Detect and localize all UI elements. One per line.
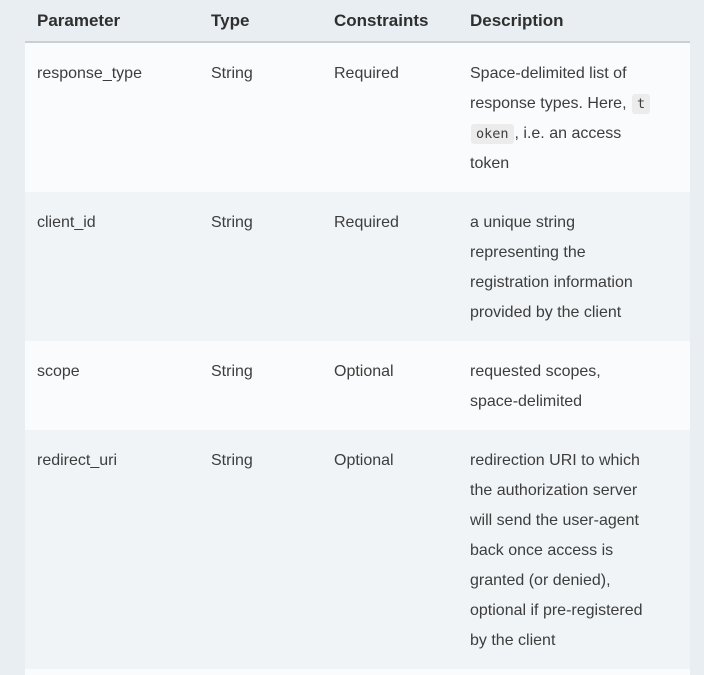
description-line: token bbox=[470, 155, 510, 172]
description-line: back once access is bbox=[470, 542, 614, 559]
description-cell bbox=[458, 341, 690, 430]
table-header-row bbox=[25, 0, 690, 43]
description-line: granted (or denied), bbox=[470, 572, 611, 589]
parameter-cell: response_type bbox=[37, 65, 142, 82]
inline-code: t bbox=[632, 94, 650, 114]
description-line: registration information bbox=[470, 274, 633, 291]
constraints-cell: Required bbox=[334, 214, 399, 231]
parameter-cell: scope bbox=[37, 363, 80, 380]
description-line: the authorization server bbox=[470, 482, 638, 499]
description-line: optional if pre-registered bbox=[470, 602, 643, 619]
column-header-constraints: Constraints bbox=[334, 10, 429, 30]
description-line: space-delimited bbox=[470, 393, 583, 410]
description-line: representing the bbox=[470, 244, 586, 261]
parameters-table bbox=[25, 0, 690, 675]
table-row bbox=[25, 341, 690, 430]
description-line: will send the user-agent bbox=[470, 512, 639, 529]
description-cell bbox=[458, 192, 690, 341]
description-line: Space-delimited list of bbox=[470, 65, 627, 82]
description-line: redirection URI to which bbox=[470, 452, 640, 469]
table-body bbox=[25, 43, 690, 669]
description-line: a unique string bbox=[470, 214, 575, 231]
description-line: requested scopes, bbox=[470, 363, 601, 380]
description-line: provided by the client bbox=[470, 304, 622, 321]
parameter-cell: client_id bbox=[37, 214, 96, 231]
type-cell: String bbox=[211, 65, 253, 82]
description-cell bbox=[458, 430, 690, 669]
inline-code: oken bbox=[471, 124, 514, 144]
constraints-cell: Required bbox=[334, 65, 399, 82]
constraints-cell: Optional bbox=[334, 452, 394, 469]
column-header-type: Type bbox=[211, 10, 250, 30]
parameter-cell: redirect_uri bbox=[37, 452, 118, 469]
type-cell: String bbox=[211, 363, 253, 380]
constraints-cell: Optional bbox=[334, 363, 394, 380]
partial-next-row bbox=[25, 669, 690, 675]
description-line: by the client bbox=[470, 632, 556, 649]
column-header-description: Description bbox=[470, 10, 564, 30]
description-line: response types. Here, t bbox=[470, 89, 678, 119]
table-row bbox=[25, 430, 690, 669]
table-row bbox=[25, 192, 690, 341]
column-header-parameter: Parameter bbox=[37, 10, 121, 30]
type-cell: String bbox=[211, 214, 253, 231]
description-cell bbox=[458, 43, 690, 192]
description-line: oken , i.e. an access bbox=[470, 119, 678, 149]
type-cell: String bbox=[211, 452, 253, 469]
table-row bbox=[25, 43, 690, 192]
